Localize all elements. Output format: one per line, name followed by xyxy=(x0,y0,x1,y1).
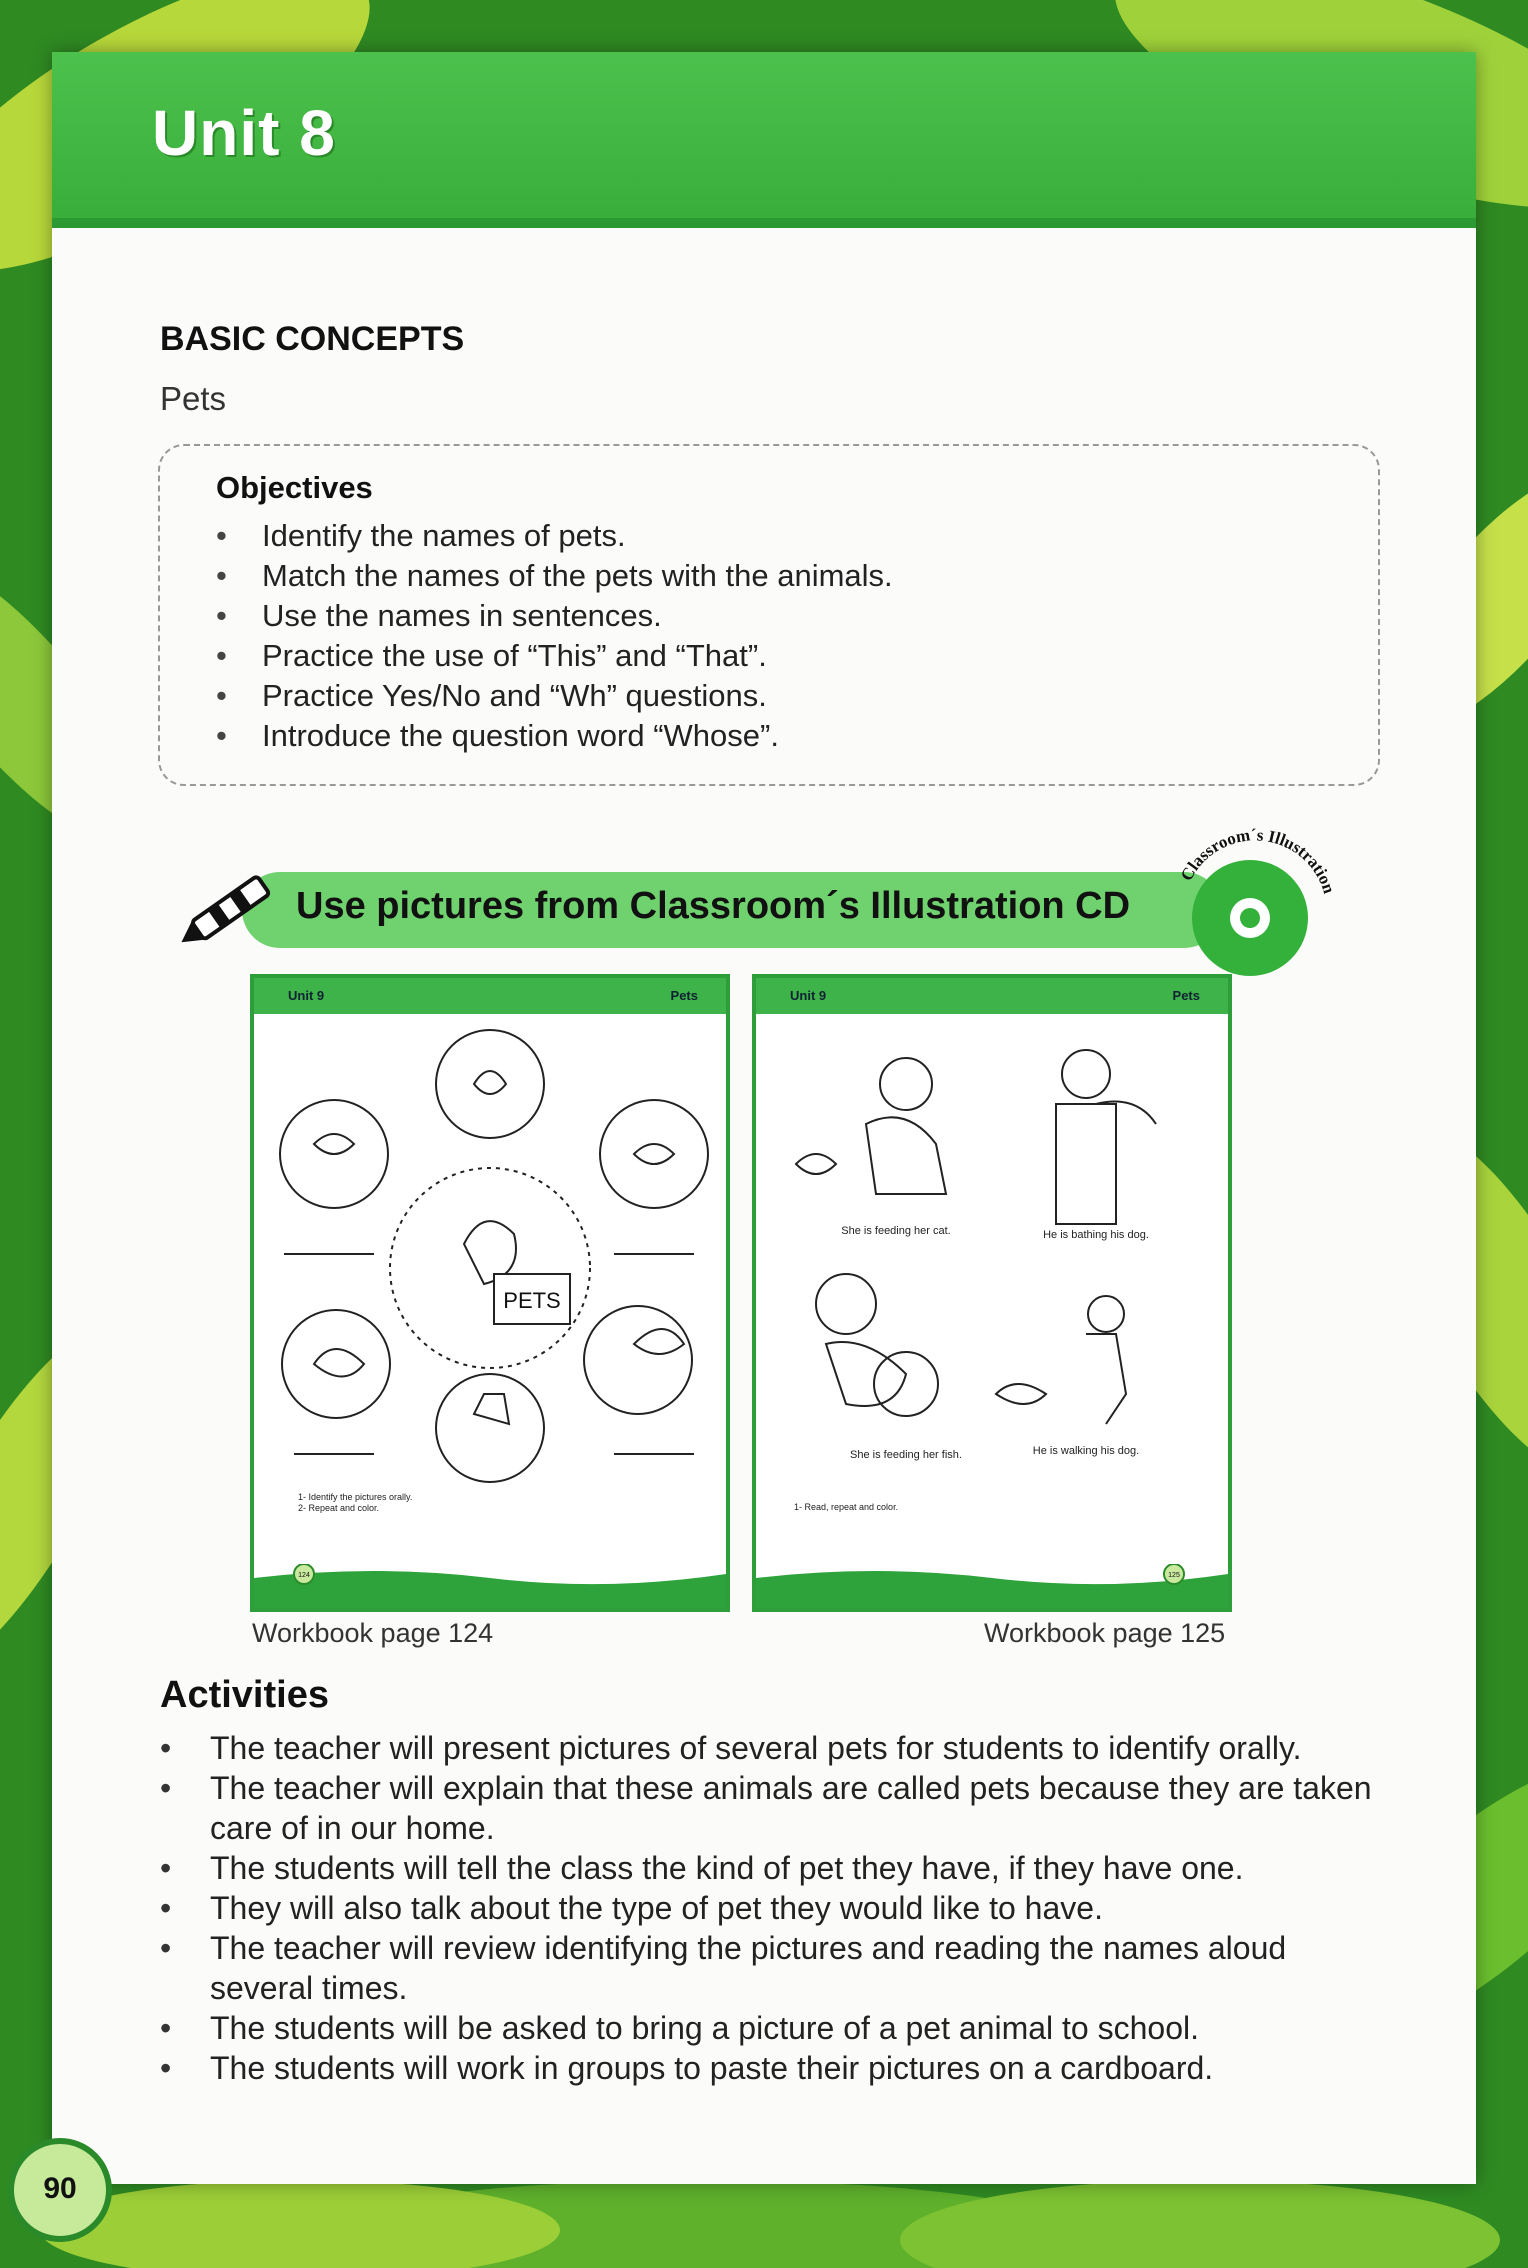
crayon-icon xyxy=(170,852,290,962)
workbook-footer-wave xyxy=(756,1564,1228,1608)
activities-heading: Activities xyxy=(160,1674,329,1716)
workbook-page-125-thumbnail xyxy=(752,974,1232,1612)
workbook-unit: Unit 9 xyxy=(288,988,325,1003)
workbook-header xyxy=(254,978,726,1014)
illustration-caption: She is feeding her cat. xyxy=(841,1225,951,1237)
document-page xyxy=(52,52,1476,2184)
objective-item: • Practice the use of “This” and “That”. xyxy=(216,636,893,676)
pets-circle-illustration xyxy=(254,1014,726,1534)
activity-item: • The students will be asked to bring a picture of a pet animal to school. xyxy=(160,2008,1390,2048)
objectives-heading: Objectives xyxy=(216,470,373,505)
workbook-caption-right: Workbook page 125 xyxy=(984,1618,1226,1648)
illustration-caption: She is feeding her fish. xyxy=(850,1449,962,1461)
objectives-box xyxy=(158,444,1380,786)
workbook-unit: Unit 9 xyxy=(790,988,827,1003)
workbook-topic: Pets xyxy=(1172,988,1200,1003)
workbook-caption-left: Workbook page 124 xyxy=(252,1618,494,1648)
cd-banner-text: Use pictures from Classroom´s Illustration CD xyxy=(296,885,1131,927)
workbook-instruction: 1- Read, repeat and color. xyxy=(794,1502,899,1512)
workbook-footer-wave xyxy=(254,1564,726,1608)
page-number-badge xyxy=(8,2138,112,2242)
activity-item: • The teacher will review identifying the pictures and reading the names aloud several times. xyxy=(160,1928,1390,2008)
basic-concepts-value: Pets xyxy=(160,380,227,417)
unit-title: Unit 8 xyxy=(152,97,336,169)
objectives-list xyxy=(216,516,893,756)
activity-item: • The teacher will explain that these animals are called pets because they are taken care of in our home. xyxy=(160,1768,1390,1848)
unit-header xyxy=(52,52,1476,228)
pet-care-illustrations xyxy=(756,1014,1228,1534)
activity-item: • The teacher will present pictures of several pets for students to identify orally. xyxy=(160,1728,1390,1768)
illustration-caption: He is walking his dog. xyxy=(1032,1445,1140,1457)
workbook-page-124-thumbnail xyxy=(250,974,730,1612)
workbook-instruction: 1- Identify the pictures orally. xyxy=(298,1492,413,1502)
workbook-page-badge: 125 xyxy=(1168,1572,1180,1579)
basic-concepts-heading: BASIC CONCEPTS xyxy=(160,320,465,358)
workbook-topic: Pets xyxy=(670,988,698,1003)
workbook-page-badge: 124 xyxy=(298,1572,310,1579)
page-number: 90 xyxy=(43,2172,77,2205)
activities-list xyxy=(160,1728,1390,2088)
activity-item: • The students will work in groups to paste their pictures on a cardboard. xyxy=(160,2048,1390,2088)
illustration-caption: He is bathing his dog. xyxy=(1043,1229,1149,1241)
activity-item: • The students will tell the class the kind of pet they have, if they have one. xyxy=(160,1848,1390,1888)
workbook-instruction: 2- Repeat and color. xyxy=(298,1503,380,1513)
objective-item: • Identify the names of pets. xyxy=(216,516,893,556)
objective-item: • Introduce the question word “Whose”. xyxy=(216,716,893,756)
objective-item: • Match the names of the pets with the animals. xyxy=(216,556,893,596)
pets-center-label: PETS xyxy=(503,1288,561,1313)
objective-item: • Practice Yes/No and “Wh” questions. xyxy=(216,676,893,716)
activity-item: • They will also talk about the type of pet they would like to have. xyxy=(160,1888,1390,1928)
cd-label: Classroom´s Illustration xyxy=(1176,825,1339,896)
workbook-header xyxy=(756,978,1228,1014)
objective-item: • Use the names in sentences. xyxy=(216,596,893,636)
